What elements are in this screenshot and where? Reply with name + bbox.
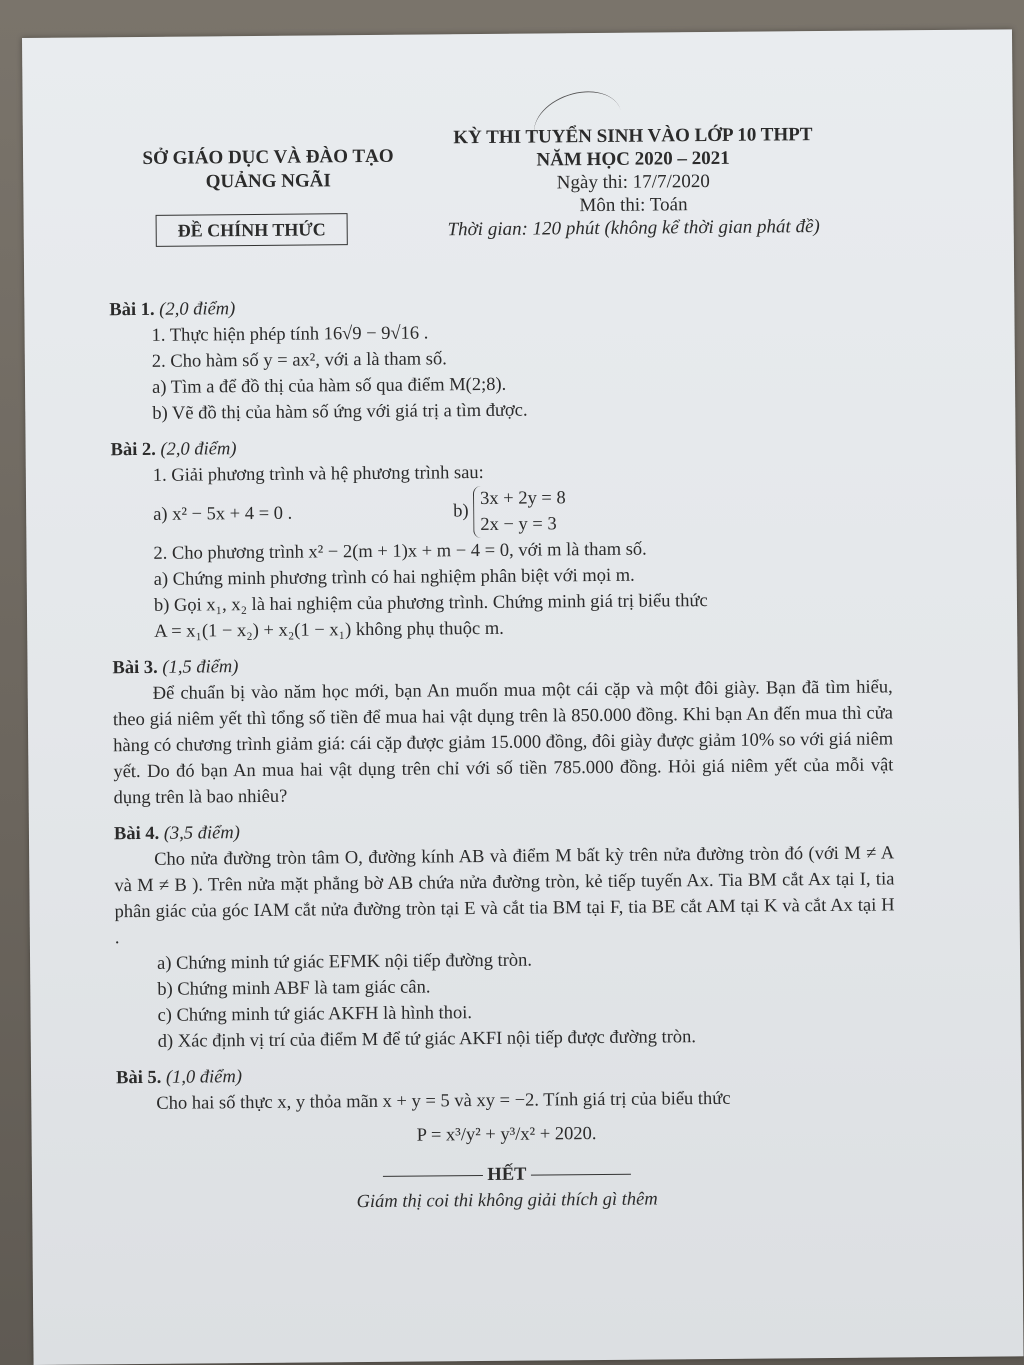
section-number: Bài 4.: [113, 823, 160, 845]
question-line: 2. Cho phương trình x² − 2(m + 1)x + m − 4 = 0, với m là tham số.: [153, 539, 647, 564]
equation-row: [111, 482, 891, 541]
question-line: d) Xác định vị trí của điểm M để tứ giác AKFI nội tiếp được đường tròn.: [157, 1027, 697, 1052]
section-points: (3,5 điểm): [163, 823, 240, 844]
equation-system: [473, 485, 566, 538]
exam-subject: Môn thi: Toán: [579, 194, 688, 217]
province-name: QUẢNG NGÃI: [205, 170, 331, 193]
question-line: A = x₁(1 − x₂) + x₂(1 − x₁) không phụ thuộc m.: [154, 618, 504, 642]
problem-text: Để chuẩn bị vào năm học mới, bạn An muốn mua một cái cặp và một đôi giày. Bạn đã tìm hiểu, theo giá niêm yết thì tổng số tiền để mua hai vật dụng trên là 850.000 đồng. Khi bạn An đến mua thì cửa hàng có chương trình giảm giá: cái cặp được giảm 15.000 đồng, đôi giày được giảm 10% so với giá niêm yết. Do đó bạn An mua hai vật dụng trên chỉ với số tiền 785.000 đồng. Hỏi giá niêm yết của mỗi vật dụng trên là bao nhiêu?: [112, 677, 894, 809]
section-points: (2,0 điểm): [159, 299, 236, 320]
end-rule-left: [383, 1175, 483, 1177]
question-line: a) Tìm a để đồ thị của hàm số qua điểm M(2;8).: [151, 374, 507, 398]
question-line: b) Chứng minh ABF là tam giác cân.: [157, 977, 431, 1000]
question-line: c) Chứng minh tứ giác AKFH là hình thoi.: [157, 1003, 473, 1026]
question-line: a) Chứng minh tứ giác EFMK nội tiếp đường tròn.: [156, 950, 533, 974]
section-points: (2,0 điểm): [160, 439, 237, 460]
problem-text: Cho nửa đường tròn tâm O, đường kính AB và điểm M bất kỳ trên nửa đường tròn đó (với M ≠ A và M ≠ B ). Trên nửa mặt phẳng bờ AB chứa nửa đường tròn, kẻ tiếp tuyến Ax. Tia BM cắt Ax tại I, tia phân giác của góc IAM cắt nửa đường tròn tại E và cắt tia BM tại F, tia BE cắt AM tại K và cắt Ax tại H .: [114, 843, 895, 949]
exam-paper: [22, 29, 1024, 1365]
header-left: [123, 145, 413, 196]
question-line: a) Chứng minh phương trình có hai nghiệm phân biệt với mọi m.: [153, 565, 635, 590]
end-text: HẾT: [487, 1164, 527, 1185]
question-line: b) Vẽ đồ thị của hàm số ứng với giá trị a tìm được.: [152, 400, 528, 424]
section-points: (1,5 điểm): [162, 657, 239, 678]
section-number: Bài 3.: [112, 657, 158, 679]
section-number: Bài 2.: [110, 439, 156, 461]
section-number: Bài 1.: [109, 299, 155, 321]
question-line: 1. Thực hiện phép tính 16√9 − 9√16 .: [151, 323, 429, 346]
question-line: b) Gọi x₁, x₂ là hai nghiệm của phương trình. Chứng minh giá trị biểu thức: [153, 591, 708, 616]
exam-title: KỲ THI TUYỂN SINH VÀO LỚP 10 THPT: [453, 124, 813, 149]
problem-text: Cho hai số thực x, y thỏa mãn x + y = 5 và xy = −2. Tính giá trị của biểu thức: [156, 1088, 731, 1114]
exam-duration: Thời gian: 120 phút (không kể thời gian phát đề): [447, 216, 820, 241]
section-number: Bài 5.: [115, 1067, 162, 1089]
exam-content: [109, 280, 897, 1217]
equation-a: a) x² − 5x + 4 = 0 .: [153, 503, 293, 525]
equation-b: [453, 485, 566, 538]
header-right: [423, 123, 844, 242]
system-eq-1: 3x + 2y = 8: [480, 488, 566, 510]
question-line: 1. Giải phương trình và hệ phương trình sau:: [152, 462, 484, 486]
section-points: (1,0 điểm): [165, 1067, 243, 1088]
system-eq-2: 2x − y = 3: [480, 514, 557, 536]
question-line: 2. Cho hàm số y = ax², với a là tham số.: [151, 349, 447, 372]
school-year: NĂM HỌC 2020 – 2021: [536, 147, 730, 171]
equation-b-label: b): [453, 501, 469, 522]
official-badge: ĐỀ CHÍNH THỨC: [156, 213, 348, 247]
end-rule-right: [530, 1174, 630, 1176]
department-name: SỞ GIÁO DỤC VÀ ĐÀO TẠO: [142, 145, 394, 169]
formula-p: P = x³/y² + y³/x² + 2020.: [416, 1124, 597, 1146]
proctor-note: Giám thị coi thi không giải thích gì thêm: [356, 1189, 658, 1213]
exam-date: Ngày thi: 17/7/2020: [556, 171, 710, 194]
